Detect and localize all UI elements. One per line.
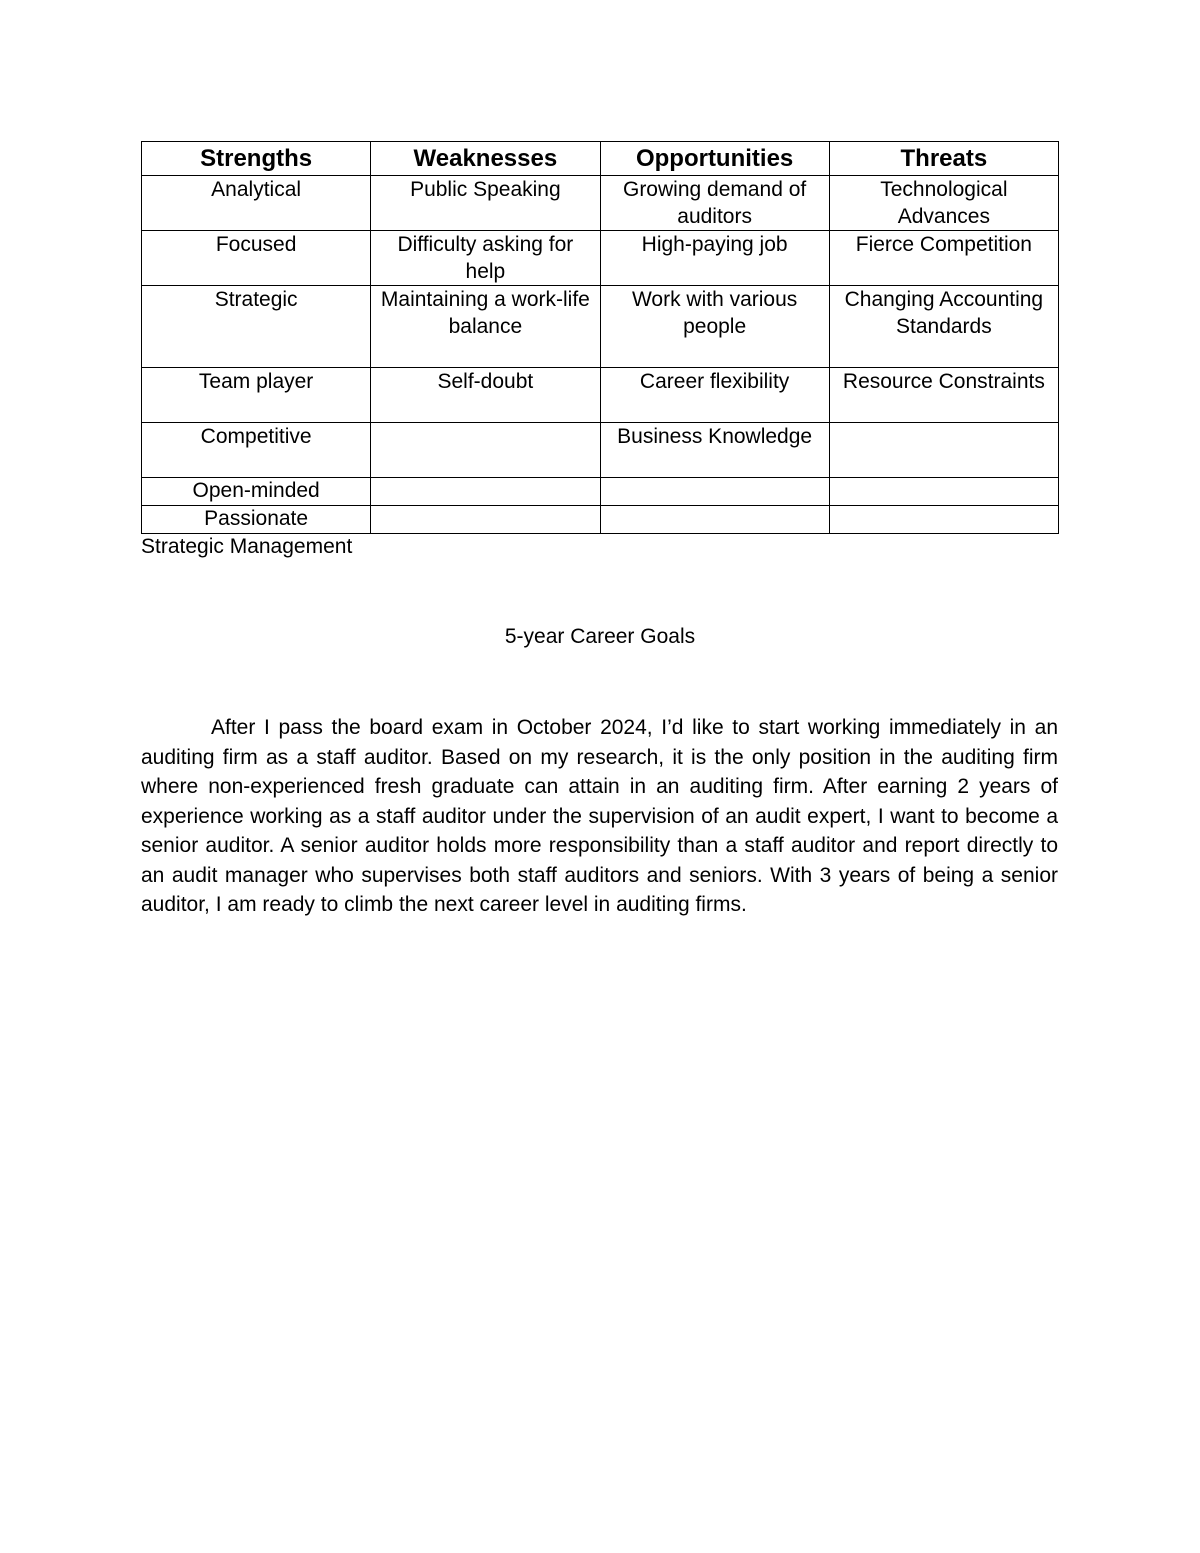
table-cell (829, 423, 1058, 478)
table-cell: Focused (142, 231, 371, 286)
table-row (142, 176, 1059, 231)
table-cell: Passionate (142, 506, 371, 534)
table-cell: Resource Constraints (829, 368, 1058, 423)
header-opportunities: Opportunities (600, 142, 829, 176)
table-cell: Competitive (142, 423, 371, 478)
essay-paragraph: After I pass the board exam in October 2024, I’d like to start working immediately in an auditing firm as a staff auditor. Based on my research, it is the only position in the auditing firm where non-experienced fresh graduate can attain in an auditing firm. After earning 2 years of experience working as a staff auditor under the supervision of an audit expert, I want to become a senior auditor. A senior auditor holds more responsibility than a staff auditor and report directly to an audit manager who supervises both staff auditors and seniors. With 3 years of being a senior auditor, I am ready to climb the next career level in auditing firms. (141, 716, 1058, 916)
header-strengths: Strengths (142, 142, 371, 176)
table-cell: Fierce Competition (829, 231, 1058, 286)
header-weaknesses: Weaknesses (371, 142, 600, 176)
table-row (142, 286, 1059, 368)
table-cell: Difficulty asking for help (371, 231, 600, 286)
table-cell: Strategic (142, 286, 371, 368)
table-row (142, 368, 1059, 423)
table-cell (371, 423, 600, 478)
table-cell: Open-minded (142, 478, 371, 506)
table-row (142, 506, 1059, 534)
course-label: Strategic Management (141, 535, 353, 558)
table-row (142, 478, 1059, 506)
table-cell (371, 506, 600, 534)
table-cell: Business Knowledge (600, 423, 829, 478)
table-cell: Team player (142, 368, 371, 423)
table-cell (829, 478, 1058, 506)
essay-title: 5-year Career Goals (504, 625, 696, 648)
table-cell: Maintaining a work-life balance (371, 286, 600, 368)
table-cell: Public Speaking (371, 176, 600, 231)
table-cell (371, 478, 600, 506)
table-row (142, 423, 1059, 478)
table-cell: Work with various people (600, 286, 829, 368)
table-cell: High-paying job (600, 231, 829, 286)
table-cell (829, 506, 1058, 534)
table-cell (600, 506, 829, 534)
header-threats: Threats (829, 142, 1058, 176)
table-cell: Growing demand of auditors (600, 176, 829, 231)
table-cell: Technological Advances (829, 176, 1058, 231)
table-cell (600, 478, 829, 506)
swot-header-row (142, 142, 1059, 176)
swot-table (141, 141, 1059, 534)
table-cell: Career flexibility (600, 368, 829, 423)
table-row (142, 231, 1059, 286)
table-cell: Changing Accounting Standards (829, 286, 1058, 368)
table-cell: Analytical (142, 176, 371, 231)
table-cell: Self-doubt (371, 368, 600, 423)
